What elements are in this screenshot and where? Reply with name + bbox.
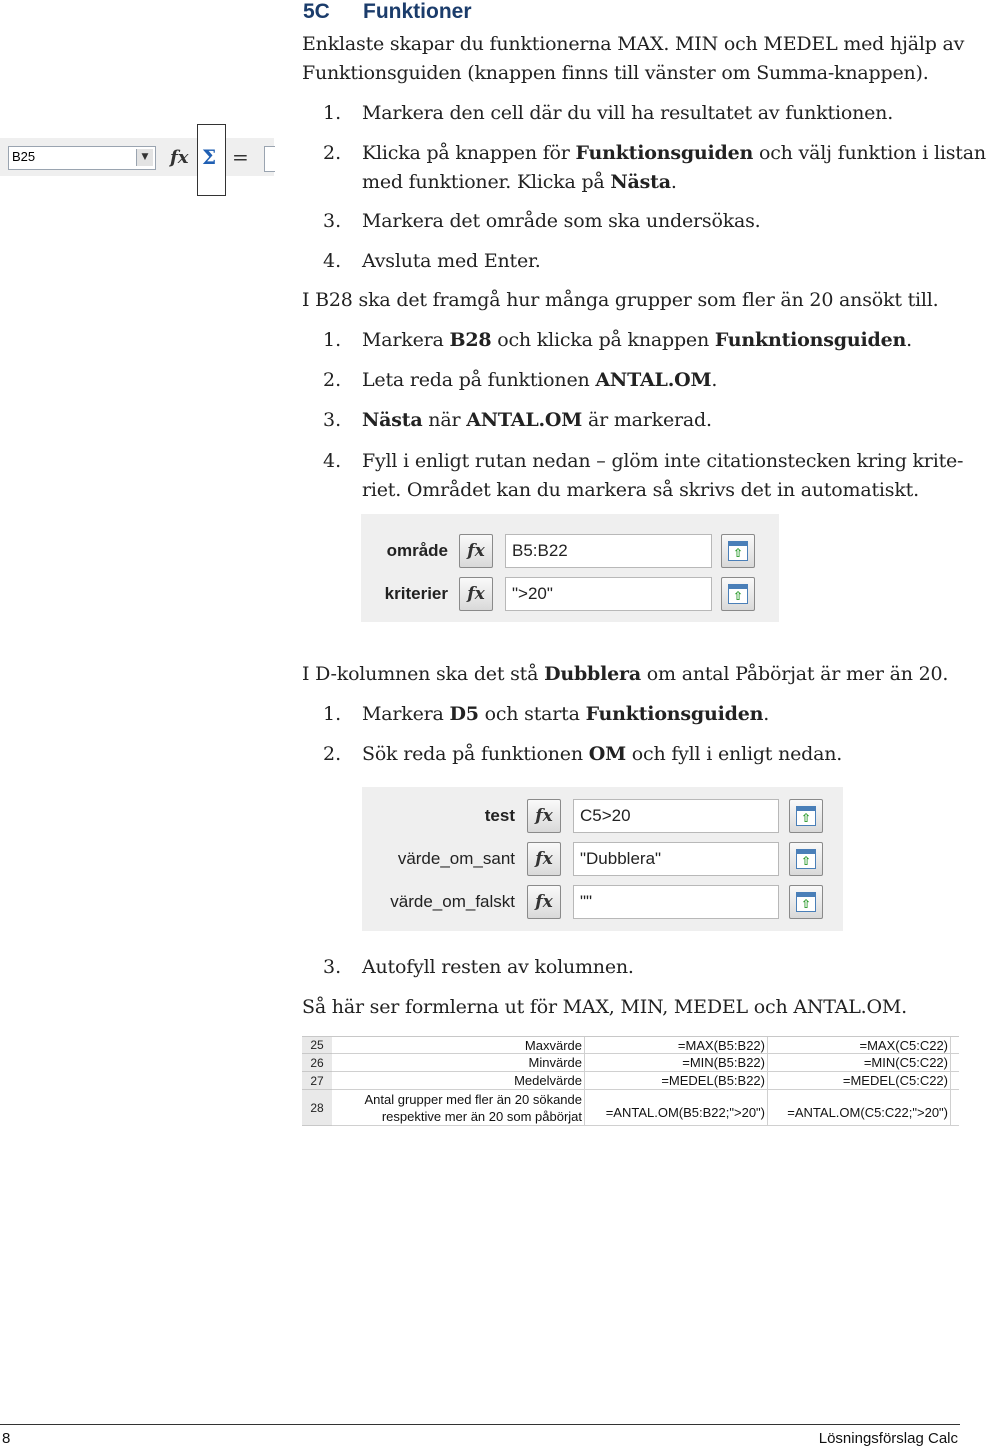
step-text: Markera B28 och klicka på knappen Funkntionsguiden. xyxy=(362,329,912,351)
sheet-cell[interactable] xyxy=(951,1072,959,1090)
step-number: 1. xyxy=(323,102,342,124)
intro-line-1: Enklaste skapar du funktionerna MAX. MIN och MEDEL med hjälp av xyxy=(302,33,965,55)
sheet-cell[interactable] xyxy=(332,1090,585,1126)
row-header[interactable]: 28 xyxy=(302,1090,332,1126)
fx-button-icon[interactable]: fx xyxy=(527,799,561,833)
sheet-cell[interactable] xyxy=(951,1090,959,1126)
row-header[interactable]: 27 xyxy=(302,1072,332,1090)
step-text: Sök reda på funktionen OM och fyll i enligt nedan. xyxy=(362,743,843,765)
name-box-value: B25 xyxy=(12,149,36,164)
sum-icon[interactable]: Σ xyxy=(202,145,217,169)
sheet-cell[interactable] xyxy=(951,1037,959,1054)
fx-button-icon[interactable]: fx xyxy=(459,534,493,568)
step-text: Markera D5 och starta Funktionsguiden. xyxy=(362,703,770,725)
row-header[interactable]: 26 xyxy=(302,1054,332,1072)
shrink-button-icon[interactable]: ⇧ xyxy=(721,534,755,568)
step-number: 1. xyxy=(323,703,342,725)
sheet-cell[interactable]: =MAX(C5:C22) xyxy=(768,1037,951,1054)
fx-button-icon[interactable]: fx xyxy=(459,577,493,611)
paragraph: Så här ser formlerna ut för MAX, MIN, MEDEL och ANTAL.OM. xyxy=(302,996,907,1018)
cell-text-line: Antal grupper med fler än 20 sökande xyxy=(364,1092,582,1107)
section-title: Funktioner xyxy=(363,0,472,23)
footer-rule xyxy=(0,1424,960,1425)
step-text: Klicka på knappen för Funktionsguiden och välj funktion i listan xyxy=(362,142,986,164)
step-text: Avsluta med Enter. xyxy=(362,250,541,272)
formula-equals-icon[interactable]: = xyxy=(232,145,249,169)
sheet-cell[interactable]: =MIN(B5:B22) xyxy=(585,1054,768,1072)
row-header[interactable]: 25 xyxy=(302,1037,332,1054)
step-text: Nästa när ANTAL.OM är markerad. xyxy=(362,409,712,431)
intro-line-2: Funktionsguiden (knappen finns till vänster om Summa-knappen). xyxy=(302,62,929,84)
step-number: 3. xyxy=(323,956,342,978)
step-text: Markera den cell där du vill ha resultatet av funktionen. xyxy=(362,102,894,124)
sheet-cell[interactable]: =MIN(C5:C22) xyxy=(768,1054,951,1072)
shrink-button-icon[interactable]: ⇧ xyxy=(789,842,823,876)
step-number: 4. xyxy=(323,250,342,272)
dropdown-arrow-icon[interactable]: ▼ xyxy=(136,149,153,166)
step-text-cont: riet. Området kan du markera så skrivs det in automatiskt. xyxy=(362,479,919,501)
shrink-button-icon[interactable]: ⇧ xyxy=(789,799,823,833)
test-input[interactable]: C5>20 xyxy=(573,799,779,833)
paragraph: I B28 ska det framgå hur många grupper som fler än 20 ansökt till. xyxy=(302,289,939,311)
step-number: 2. xyxy=(323,369,342,391)
step-text-cont: med funktioner. Klicka på Nästa. xyxy=(362,171,677,193)
step-number: 2. xyxy=(323,743,342,765)
cell-text-line: respektive mer än 20 som påbörjat xyxy=(381,1109,582,1124)
arg-label-range: område xyxy=(386,541,448,560)
shrink-button-icon[interactable]: ⇧ xyxy=(789,885,823,919)
range-input[interactable]: B5:B22 xyxy=(505,534,712,568)
sheet-cell[interactable]: =MAX(B5:B22) xyxy=(585,1037,768,1054)
value-if-false-input[interactable]: "" xyxy=(573,885,779,919)
sheet-cell[interactable] xyxy=(951,1054,959,1072)
sheet-cell[interactable]: =ANTAL.OM(B5:B22;">20") xyxy=(585,1090,768,1126)
footer-title: Lösningsförslag Calc xyxy=(818,1430,958,1447)
section-number: 5C xyxy=(303,0,330,23)
sheet-cell[interactable]: =MEDEL(B5:B22) xyxy=(585,1072,768,1090)
fx-button-icon[interactable]: fx xyxy=(527,885,561,919)
step-number: 3. xyxy=(323,210,342,232)
arg-label-test: test xyxy=(484,806,515,825)
step-text: Leta reda på funktionen ANTAL.OM. xyxy=(362,369,718,391)
arg-label-false: värde_om_falskt xyxy=(390,892,515,911)
function-wizard-icon[interactable]: fx xyxy=(170,147,189,168)
step-number: 2. xyxy=(323,142,342,164)
value-if-true-input[interactable]: "Dubblera" xyxy=(573,842,779,876)
arg-label-true: värde_om_sant xyxy=(397,849,515,868)
step-text: Fyll i enligt rutan nedan – glöm inte citationstecken kring krite- xyxy=(362,450,964,472)
formula-input-line[interactable] xyxy=(264,146,275,172)
fx-button-icon[interactable]: fx xyxy=(527,842,561,876)
arg-label-criteria: kriterier xyxy=(384,584,448,603)
page-number: 8 xyxy=(2,1430,11,1447)
paragraph: I D-kolumnen ska det stå Dubblera om antal Påbörjat är mer än 20. xyxy=(302,663,949,685)
sheet-cell[interactable]: Minvärde xyxy=(332,1054,585,1072)
criteria-input[interactable]: ">20" xyxy=(505,577,712,611)
sheet-cell[interactable]: Medelvärde xyxy=(332,1072,585,1090)
step-number: 1. xyxy=(323,329,342,351)
sheet-cell[interactable]: =MEDEL(C5:C22) xyxy=(768,1072,951,1090)
step-text: Autofyll resten av kolumnen. xyxy=(362,956,634,978)
step-number: 4. xyxy=(323,450,342,472)
shrink-button-icon[interactable]: ⇧ xyxy=(721,577,755,611)
sheet-cell[interactable]: =ANTAL.OM(C5:C22;">20") xyxy=(768,1090,951,1126)
sheet-cell[interactable]: Maxvärde xyxy=(332,1037,585,1054)
step-number: 3. xyxy=(323,409,342,431)
step-text: Markera det område som ska undersökas. xyxy=(362,210,761,232)
